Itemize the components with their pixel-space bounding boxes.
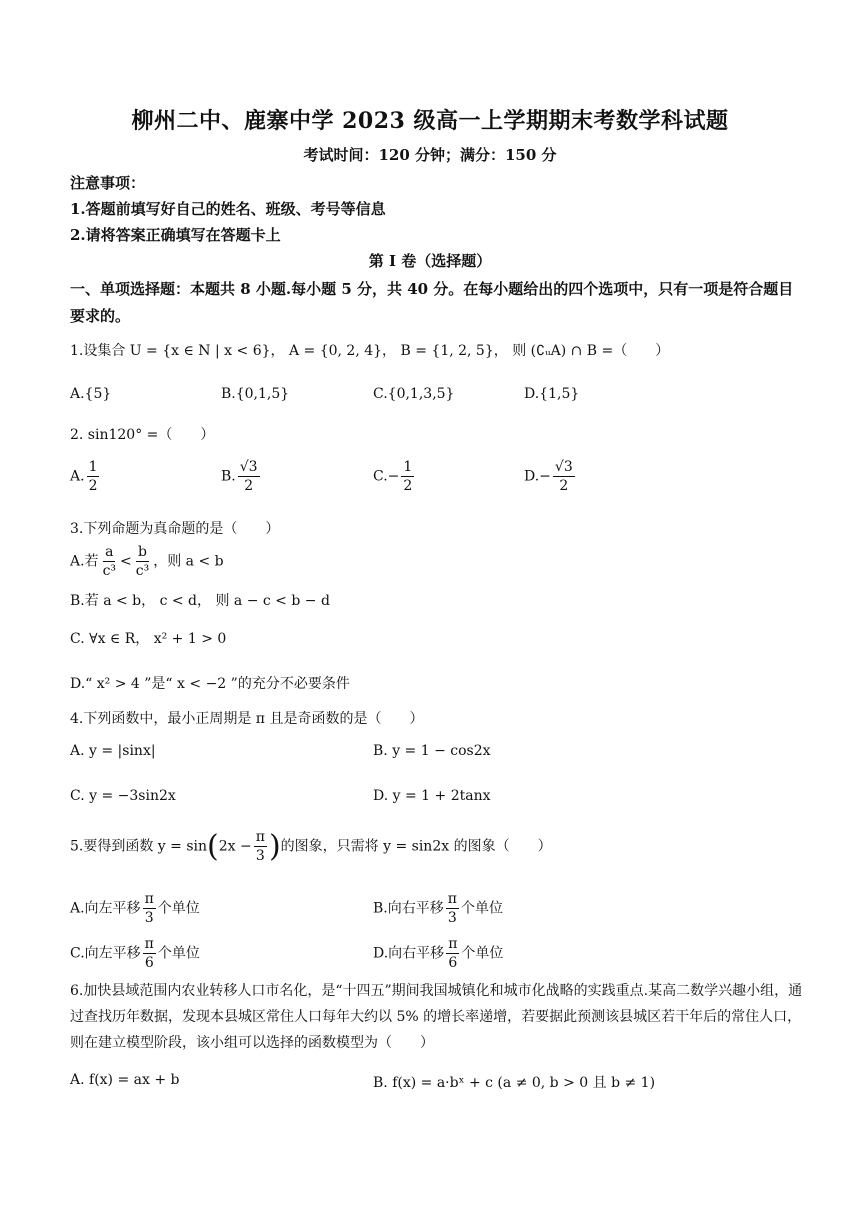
option-label: B. [221, 468, 236, 485]
question-1-option-b: B.{0,1,5} [221, 386, 290, 402]
question-5-option-b [373, 890, 503, 927]
fraction [446, 890, 459, 927]
question-2-stem: 2. sin120° =（ ） [70, 427, 215, 443]
option-tail: 个单位 [157, 945, 200, 962]
question-1-stem: 1.设集合 U = {x ∈ N | x < 6}， A = {0, 2, 4}， B = {1, 2, 5}， 则 (∁ᵤA) ∩ B =（ ） [70, 343, 670, 359]
less-than: < [120, 553, 132, 570]
option-tail: 个单位 [157, 900, 200, 917]
numerator: b [137, 544, 147, 560]
denominator: 2 [403, 478, 413, 494]
question-1-option-a: A.{5} [70, 386, 112, 402]
question-5-option-d [373, 935, 503, 972]
right-paren: ) [268, 829, 281, 864]
numerator: π [447, 891, 457, 907]
numerator: √3 [554, 459, 573, 475]
fraction [401, 458, 414, 495]
question-1-option-d: D.{1,5} [524, 386, 580, 402]
question-3-option-a [70, 543, 224, 580]
question-3-option-b: B.若 a < b， c < d， 则 a − c < b − d [70, 593, 330, 609]
question-6-stem: 6.加快县域范围内农业转移人口市名化，是“十四五”期间我国城镇化和城市化战略的实践重点.某高二数学兴趣小组，通过查找历年数据，发现本县城区常住人口每年大约以 5% 的增长率递增，若要据此预测该县城区若干年后的常住人口，则在建立模型阶段，该小组可以选择的函数模型为（ ） [70, 983, 803, 1051]
option-tail: 个单位 [461, 945, 504, 962]
question-2-option-d [524, 458, 577, 495]
question-5-option-c [70, 935, 200, 972]
question-4-option-d: D. y = 1 + 2tanx [373, 788, 491, 804]
denominator: 2 [244, 478, 254, 494]
fraction [553, 458, 575, 495]
fraction [87, 458, 100, 495]
part-title: 第 I 卷（选择题） [368, 252, 492, 270]
numerator: π [144, 891, 154, 907]
fraction [143, 890, 156, 927]
question-5-option-a [70, 890, 200, 927]
stem-prefix: 5.要得到函数 y = sin [70, 838, 208, 855]
denominator: 6 [448, 955, 458, 971]
question-1-option-c: C.{0,1,3,5} [373, 386, 455, 402]
option-label: B.向右平移 [373, 900, 444, 917]
option-label: D.向右平移 [373, 945, 445, 962]
fraction [134, 543, 151, 580]
numerator: √3 [239, 459, 258, 475]
numerator: 1 [403, 459, 413, 475]
question-6-option-a: A. f(x) = ax + b [70, 1072, 180, 1088]
question-4-option-b: B. y = 1 − cos2x [373, 743, 491, 759]
numerator: π [144, 936, 154, 952]
option-label: A.若 [70, 553, 99, 570]
fraction [143, 935, 156, 972]
fraction [254, 828, 267, 865]
question-4-stem: 4.下列函数中，最小正周期是 π 且是奇函数的是（ ） [70, 711, 424, 727]
notes-item-2: 2.请将答案正确填写在答题卡上 [70, 226, 281, 244]
notes-item-1: 1.答题前填写好自己的姓名、班级、考号等信息 [70, 200, 386, 218]
option-label: A. [70, 468, 85, 485]
question-2-option-a [70, 458, 101, 495]
denominator: 2 [88, 478, 98, 494]
stem-inner: 2x − [218, 838, 252, 855]
stem-suffix: 的图象，只需将 y = sin2x 的图象（ ） [280, 838, 552, 855]
numerator: π [255, 829, 265, 845]
option-label: A.向左平移 [70, 900, 141, 917]
question-4-option-a: A. y = |sinx| [70, 743, 156, 759]
question-5-stem [70, 828, 552, 865]
left-paren: ( [207, 829, 219, 864]
denominator: 2 [559, 478, 569, 494]
question-6-option-b: B. f(x) = a·bˣ + c (a ≠ 0, b > 0 且 b ≠ 1) [373, 1075, 656, 1091]
fraction [238, 458, 260, 495]
numerator: π [448, 936, 458, 952]
denominator: 3 [447, 910, 457, 926]
denominator: c³ [102, 563, 117, 579]
question-4-option-c: C. y = −3sin2x [70, 788, 176, 804]
denominator: 3 [255, 848, 265, 864]
denominator: 3 [144, 910, 154, 926]
option-label: D.− [524, 468, 551, 485]
denominator: 6 [144, 955, 154, 971]
option-label: C.− [373, 468, 400, 485]
exam-title: 柳州二中、鹿寨中学 2023 级高一上学期期末考数学科试题 [131, 108, 729, 134]
question-2-option-c [373, 458, 416, 495]
section-instruction: 一、单项选择题：本题共 8 小题.每小题 5 分，共 40 分。在每小题给出的四个选项中，只有一项是符合题目要求的。 [70, 280, 794, 325]
fraction [101, 543, 118, 580]
numerator: a [105, 544, 114, 560]
question-3-stem: 3.下列命题为真命题的是（ ） [70, 521, 280, 537]
denominator: c³ [135, 563, 150, 579]
numerator: 1 [88, 459, 98, 475]
exam-subtitle: 考试时间：120 分钟；满分：150 分 [303, 146, 557, 164]
question-3-option-d: D.“ x² > 4 ”是“ x < −2 ”的充分不必要条件 [70, 676, 350, 692]
notes-heading: 注意事项： [70, 174, 146, 192]
question-2-option-b [221, 458, 262, 495]
option-tail: 个单位 [460, 900, 503, 917]
option-tail: ，则 a < b [153, 553, 224, 570]
fraction [446, 935, 459, 972]
question-3-option-c: C. ∀x ∈ R， x² + 1 > 0 [70, 631, 227, 647]
option-label: C.向左平移 [70, 945, 141, 962]
